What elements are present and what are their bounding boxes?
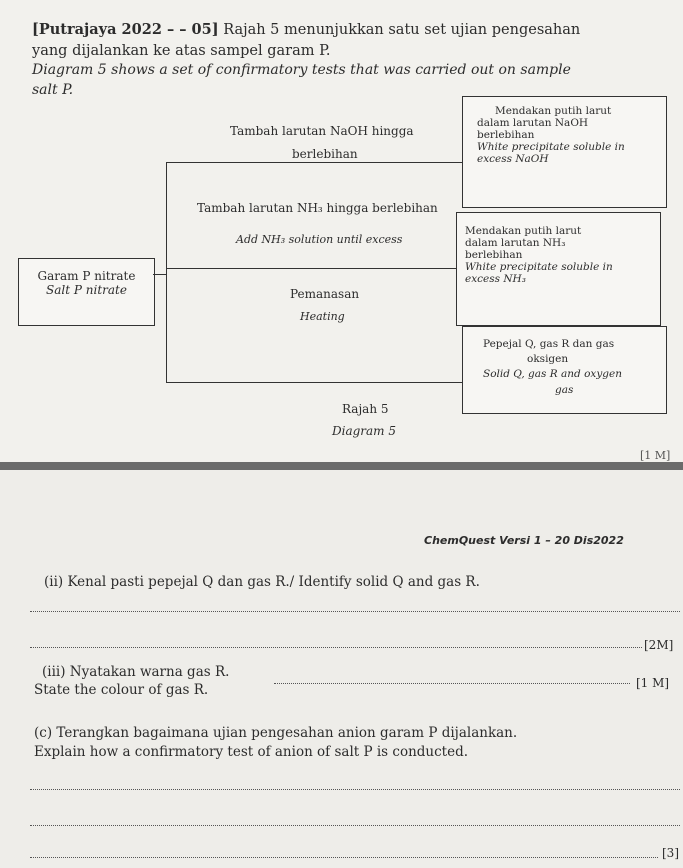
connector-trunk bbox=[166, 162, 167, 382]
connector-main bbox=[153, 274, 166, 275]
footer-series: ChemQuest Versi 1 – 20 Dis2022 bbox=[424, 534, 624, 547]
answer-line-ii-2 bbox=[30, 646, 642, 648]
q-iii-en: State the colour of gas R. bbox=[34, 682, 209, 698]
heat-result-ms2: oksigen bbox=[527, 353, 569, 366]
naoh-result-ms1: Mendakan putih larut bbox=[495, 105, 612, 117]
connector-nh3 bbox=[166, 268, 462, 269]
heat-result-ms1: Pepejal Q, gas R dan gas bbox=[483, 338, 615, 350]
nh3-result-ms1: Mendakan putih larut bbox=[465, 225, 582, 237]
top-margin-mark: [1 M] bbox=[640, 449, 671, 462]
heat-result-box bbox=[462, 326, 667, 414]
connector-naoh bbox=[166, 162, 462, 163]
naoh-result-ms2: dalam larutan NaOH bbox=[477, 117, 589, 129]
heat-result-en2: gas bbox=[555, 383, 574, 396]
nh3-result-en1: White precipitate soluble in bbox=[465, 261, 613, 273]
question-line-4: salt P. bbox=[32, 82, 74, 98]
nh3-step-en: Add NH₃ solution until excess bbox=[236, 233, 403, 246]
heat-step-ms: Pemanasan bbox=[290, 287, 360, 301]
answer-line-iii bbox=[274, 682, 630, 684]
salt-p-box bbox=[18, 258, 155, 326]
answer-line-c-1 bbox=[30, 788, 680, 790]
answer-line-c-3 bbox=[30, 856, 658, 858]
nh3-step-ms: Tambah larutan NH₃ hingga berlebihan bbox=[197, 201, 438, 215]
q-ii-marks: [2M] bbox=[644, 638, 674, 652]
q-c-en: Explain how a confirmatory test of anion of salt P is conducted. bbox=[34, 744, 469, 760]
caption-en: Diagram 5 bbox=[332, 424, 397, 438]
q-c-marks: [3] bbox=[662, 846, 679, 860]
lower-page bbox=[0, 470, 683, 868]
question-line-1: [Putrajaya 2022 – – 05] Rajah 5 menunjukkan satu set ujian pengesahan bbox=[32, 21, 581, 38]
naoh-step-ms2: berlebihan bbox=[292, 147, 358, 161]
question-line-2: yang dijalankan ke atas sampel garam P. bbox=[32, 43, 331, 59]
answer-line-ii-1 bbox=[30, 610, 680, 612]
heat-step-en: Heating bbox=[300, 310, 345, 323]
naoh-result-ms3: berlebihan bbox=[477, 129, 535, 141]
q-ii-text: (ii) Kenal pasti pepejal Q dan gas R./ Identify solid Q and gas R. bbox=[44, 574, 480, 590]
heat-result-en1: Solid Q, gas R and oxygen bbox=[483, 368, 622, 381]
answer-line-c-2 bbox=[30, 824, 680, 826]
q-iii-marks: [1 M] bbox=[636, 676, 670, 690]
q-c-ms: (c) Terangkan bagaimana ujian pengesahan anion garam P dijalankan. bbox=[34, 725, 518, 741]
q-iii-ms: (iii) Nyatakan warna gas R. bbox=[42, 664, 230, 680]
connector-heat bbox=[166, 382, 462, 383]
naoh-result-en2: excess NaOH bbox=[477, 153, 549, 165]
caption-ms: Rajah 5 bbox=[342, 402, 389, 416]
question-line-3: Diagram 5 shows a set of confirmatory tests that was carried out on sample bbox=[32, 62, 571, 78]
salt-p-ms: Garam P nitrate bbox=[37, 269, 136, 283]
nh3-result-box bbox=[456, 212, 661, 326]
nh3-result-en2: excess NH₃ bbox=[465, 273, 526, 285]
nh3-result-ms2: dalam larutan NH₃ bbox=[465, 237, 566, 249]
naoh-step-ms1: Tambah larutan NaOH hingga bbox=[230, 124, 414, 138]
salt-p-en: Salt P nitrate bbox=[46, 283, 127, 297]
nh3-result-ms3: berlebihan bbox=[465, 249, 523, 261]
naoh-result-en1: White precipitate soluble in bbox=[477, 141, 625, 153]
naoh-result-box bbox=[462, 96, 667, 208]
page-divider bbox=[0, 462, 683, 470]
